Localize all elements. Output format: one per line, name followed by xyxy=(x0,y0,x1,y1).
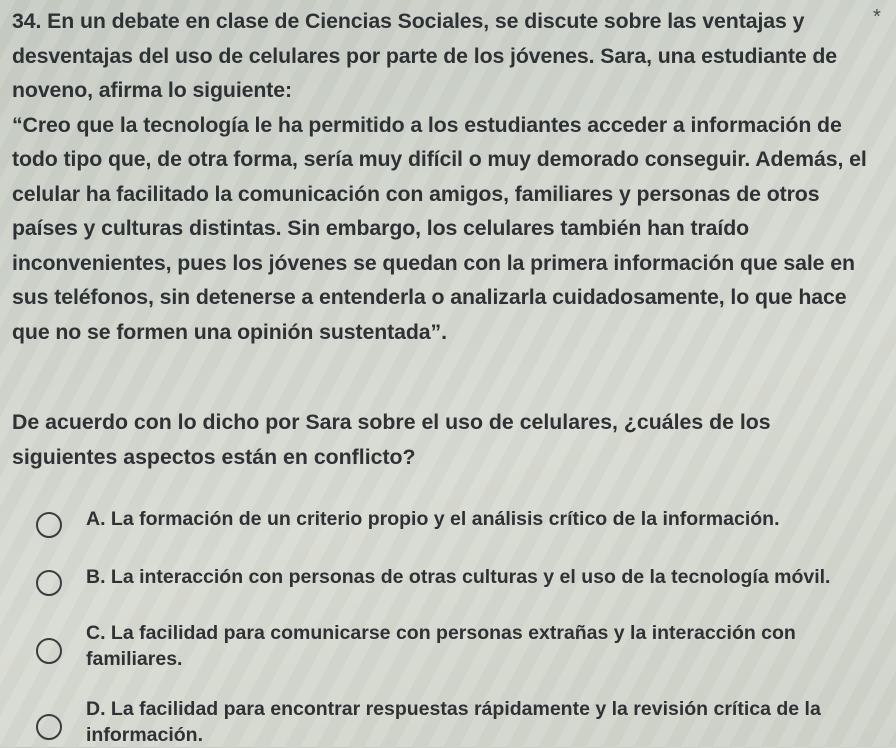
question-prompt xyxy=(12,4,884,349)
question-quote: “Creo que la tecnología le ha permitido a los estudiantes acceder a información de todo tipo que, de otra forma, sería muy difícil o muy demorado conseguir. Además, el celular ha facilitado la comunicación con amigos, familiares y personas de otros países y culturas distintas. Sin embargo, los celulares también han traído inconvenientes, pues los jóvenes se quedan con la primera información que sale en sus teléfonos, sin detenerse a entenderla o analizarla cuidadosamente, lo que hace que no se formen una opinión sustentada”. xyxy=(12,112,867,344)
option-a-label: A. La formación de un criterio propio y el análisis crítico de la información. xyxy=(86,508,780,530)
option-d-label: D. La facilidad para encontrar respuestas rápidamente y la revisión crítica de la información. xyxy=(86,698,821,746)
radio-button-d[interactable] xyxy=(36,714,62,740)
option-c[interactable] xyxy=(36,620,836,672)
radio-button-c[interactable] xyxy=(36,638,62,664)
option-d[interactable] xyxy=(36,696,836,748)
option-a[interactable] xyxy=(36,506,836,538)
option-b[interactable] xyxy=(36,564,836,596)
option-c-label: C. La facilidad para comunicarse con personas extrañas y la interacción con familiares. xyxy=(86,622,796,670)
question-ask: De acuerdo con lo dicho por Sara sobre el uso de celulares, ¿cuáles de los siguientes aspectos están en conflicto? xyxy=(12,410,771,469)
question-number: 34. xyxy=(12,9,42,33)
required-marker: * xyxy=(873,6,881,28)
question-intro-text: En un debate en clase de Ciencias Sociales, se discute sobre las ventajas y desventajas del uso de celulares por parte de los jóvenes. Sara, una estudiante de noveno, afirma lo siguiente: xyxy=(12,9,838,102)
radio-button-a[interactable] xyxy=(36,512,62,538)
option-b-label: B. La interacción con personas de otras culturas y el uso de la tecnología móvil. xyxy=(86,566,831,588)
question-intro xyxy=(12,4,884,108)
radio-button-b[interactable] xyxy=(36,570,62,596)
